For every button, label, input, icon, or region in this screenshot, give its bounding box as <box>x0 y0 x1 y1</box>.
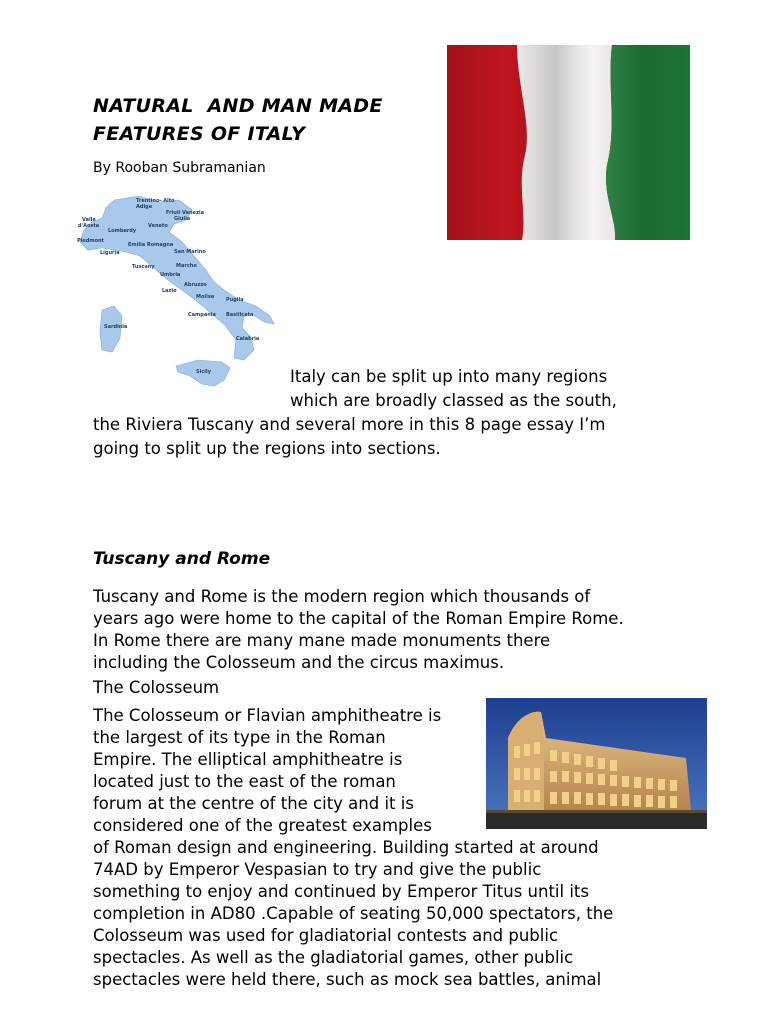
paragraph-line: Empire. The elliptical amphitheatre is <box>93 750 403 769</box>
document-title <box>93 92 383 148</box>
map-label-aosta: d'Aosta <box>78 223 100 229</box>
map-label-emilia: Emilia Romagna <box>128 242 174 248</box>
paragraph-colosseum <box>93 705 613 991</box>
paragraph-line: spectacles. As well as the gladiatorial games, other public <box>93 948 574 967</box>
map-label-piedmont: Piedmont <box>77 238 104 244</box>
paragraph-line: completion in AD80 .Capable of seating 50,000 spectators, the <box>93 904 614 923</box>
map-label-friuli: Friuli Venezia <box>166 210 204 216</box>
paragraph-line: located just to the east of the roman <box>93 772 396 791</box>
author-byline: By Rooban Subramanian <box>93 160 266 176</box>
map-label-lazio: Lazio <box>162 288 177 294</box>
paragraph-line: 74AD by Emperor Vespasian to try and give the public <box>93 860 542 879</box>
paragraph-line: including the Colosseum and the circus maximus. <box>93 653 505 672</box>
paragraph-line: something to enjoy and continued by Emperor Titus until its <box>93 882 589 901</box>
paragraph-line: Colosseum was used for gladiatorial contests and public <box>93 926 559 945</box>
paragraph-line: forum at the centre of the city and it is <box>93 794 414 813</box>
intro-line-2: which are broadly classed as the south, <box>290 391 617 410</box>
paragraph-line: of Roman design and engineering. Building started at around <box>93 838 599 857</box>
map-label-tuscany: Tuscany <box>132 264 155 270</box>
paragraph-line: The Colosseum or Flavian amphitheatre is <box>93 706 442 725</box>
paragraph-line: In Rome there are many mane made monuments there <box>93 631 551 650</box>
map-label-lombardy: Lombardy <box>108 228 137 234</box>
map-label-umbria: Umbria <box>160 272 181 278</box>
map-label-campania: Campania <box>188 312 216 318</box>
map-label-veneto: Veneto <box>148 223 168 229</box>
map-label-basilicata: Basilicata <box>226 312 254 318</box>
map-label-adige: Adige <box>136 204 153 210</box>
title-line-1: NATURAL AND MAN MADE <box>93 95 383 117</box>
colosseum-subheading: The Colosseum <box>93 678 220 697</box>
map-label-trentino: Trentino- Alto <box>136 198 175 204</box>
map-label-puglia: Puglia <box>226 297 244 303</box>
map-label-giulia: Giulia <box>174 216 191 222</box>
paragraph-tuscany-rome <box>93 586 624 674</box>
map-label-abruzzo: Abruzzo <box>184 282 207 288</box>
map-label-liguria: Liguria <box>100 250 120 256</box>
paragraph-line: years ago were home to the capital of the Roman Empire Rome. <box>93 609 624 628</box>
map-label-calabria: Calabria <box>236 336 260 342</box>
italy-regions-map <box>74 190 284 390</box>
map-label-sanmarino: San Marino <box>174 249 206 255</box>
intro-line-1: Italy can be split up into many regions <box>290 367 608 386</box>
title-line-2: FEATURES OF ITALY <box>93 123 306 145</box>
section-heading: Tuscany and Rome <box>93 549 271 569</box>
map-label-sardinia: Sardinia <box>104 324 128 330</box>
map-label-valle: Valle <box>82 217 96 223</box>
italian-flag-image <box>447 45 690 240</box>
paragraph-line: the largest of its type in the Roman <box>93 728 386 747</box>
intro-line-4: going to split up the regions into sections. <box>93 439 441 458</box>
paragraph-line: considered one of the greatest examples <box>93 816 432 835</box>
map-label-molise: Molise <box>196 294 215 300</box>
map-label-marche: Marche <box>176 263 197 269</box>
intro-line-3: the Riviera Tuscany and several more in this 8 page essay I’m <box>93 415 606 434</box>
paragraph-line: Tuscany and Rome is the modern region which thousands of <box>93 587 591 606</box>
paragraph-line: spectacles were held there, such as mock sea battles, animal <box>93 970 602 989</box>
map-label-sicily: Sicily <box>196 369 211 375</box>
